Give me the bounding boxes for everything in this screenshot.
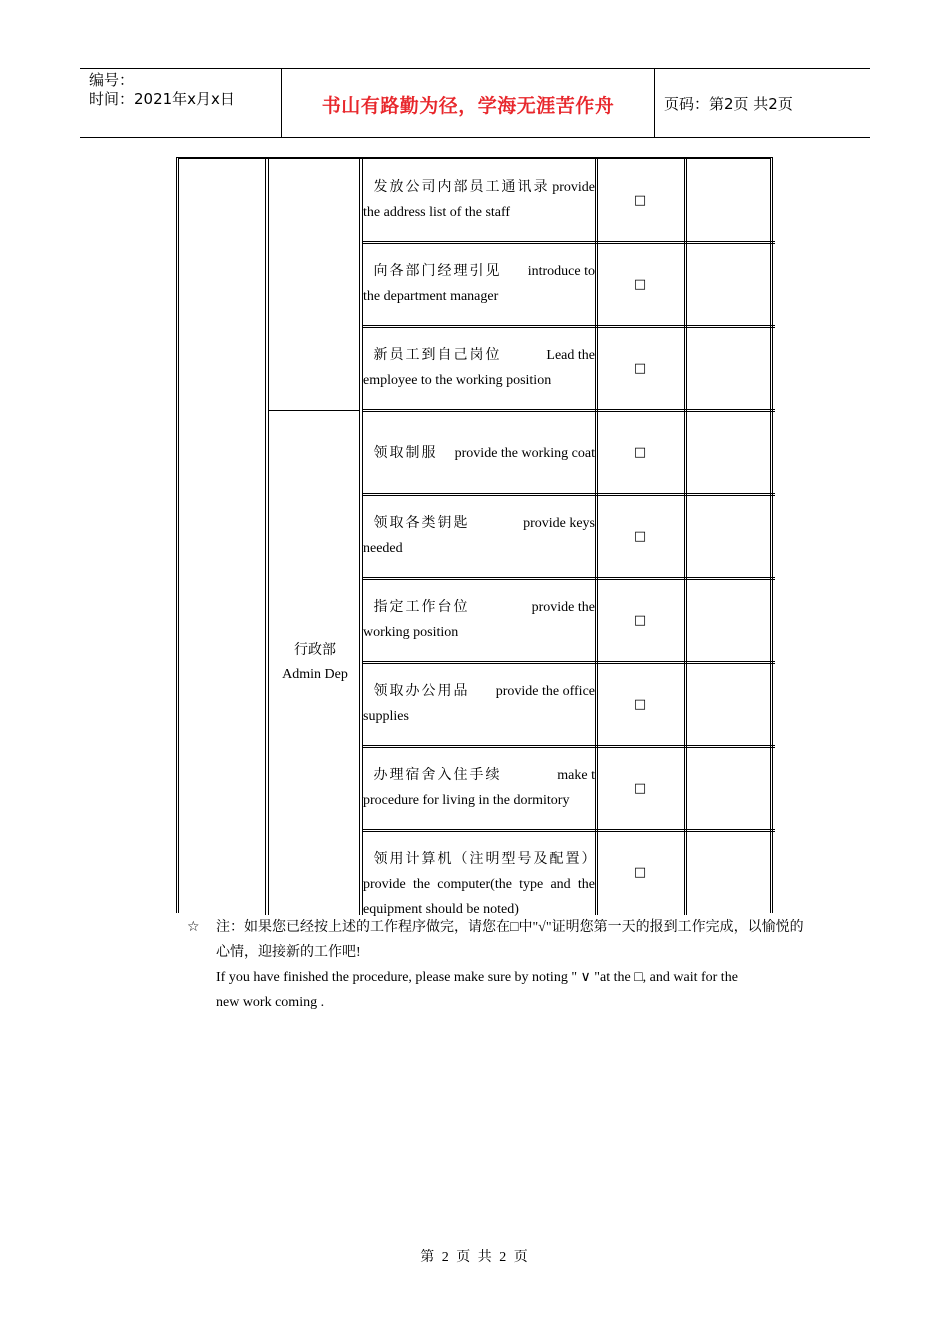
column-divider <box>359 159 360 915</box>
date-label: 时间：2021年x月x日 <box>89 90 235 108</box>
row-divider <box>362 243 775 244</box>
task-description <box>363 595 595 645</box>
task-description <box>363 441 595 466</box>
check-box[interactable]: □ <box>633 193 647 208</box>
column-divider <box>265 159 266 915</box>
check-box[interactable]: □ <box>633 361 647 376</box>
task-zh: 领取办公用品 <box>373 684 470 699</box>
row-divider <box>362 661 775 662</box>
task-en: provide the <box>531 600 595 615</box>
check-box[interactable]: □ <box>633 865 647 880</box>
task-description <box>363 763 595 813</box>
note-line-zh: 注：如果您已经按上述的工作程序做完，请您在□中"√"证明您第一天的报到工作完成，以愉悦的心情，迎接新的工作吧! <box>216 920 804 960</box>
task-description <box>363 679 595 729</box>
column-divider <box>686 159 687 915</box>
task-description <box>363 259 595 309</box>
task-zh: 领取各类钥匙 <box>373 516 470 531</box>
task-en-cont: employee to the working position <box>363 373 552 388</box>
page-header <box>80 68 870 138</box>
task-en: introduce to <box>527 264 595 279</box>
row-divider <box>362 745 775 746</box>
dept-label-zh: 行政部 <box>294 643 336 658</box>
row-divider <box>362 577 775 578</box>
row-divider <box>362 579 775 580</box>
task-zh: 指定工作台位 <box>373 600 470 615</box>
check-box[interactable]: □ <box>633 277 647 292</box>
serial-label: 编号： <box>89 71 135 89</box>
check-box[interactable]: □ <box>633 697 647 712</box>
row-divider <box>362 409 775 410</box>
task-description <box>363 343 595 393</box>
task-en-cont: the address list of the staff <box>363 205 511 220</box>
row-divider <box>362 831 775 832</box>
task-zh: 向各部门经理引见 <box>373 264 502 279</box>
header-meta <box>89 71 279 109</box>
row-divider <box>362 327 775 328</box>
note-section <box>185 915 810 1015</box>
check-box[interactable]: □ <box>633 613 647 628</box>
task-en: provide the working coat <box>454 446 595 461</box>
header-page-info: 页码：第2页 共2页 <box>664 95 793 113</box>
task-en-cont: supplies <box>363 709 409 724</box>
task-en-cont: provide the computer(the type and the equipment should be noted) <box>363 877 595 917</box>
row-divider <box>362 747 775 748</box>
header-motto: 书山有路勤为径，学海无涯苦作舟 <box>321 95 615 117</box>
task-en-cont: needed <box>363 541 403 556</box>
note-line-en: If you have finished the procedure, please make sure by noting " ∨ "at the □, and wait for the new work coming . <box>216 970 738 1010</box>
star-icon: ☆ <box>187 919 200 935</box>
column-divider <box>268 159 269 915</box>
task-en-cont: procedure for living in the dormitory <box>363 793 570 808</box>
row-divider <box>362 829 775 830</box>
check-box[interactable]: □ <box>633 445 647 460</box>
check-box[interactable]: □ <box>633 781 647 796</box>
row-divider <box>362 325 775 326</box>
task-en: provide keys <box>523 516 595 531</box>
task-zh: 办理宿舍入住手续 <box>373 768 502 783</box>
task-en: provide the office <box>495 684 595 699</box>
row-divider <box>362 241 775 242</box>
checklist-table <box>176 157 773 917</box>
task-zh: 发放公司内部员工通讯录 <box>373 180 550 195</box>
task-en: make t <box>557 768 595 783</box>
task-description <box>363 847 598 922</box>
task-en-cont: the department manager <box>363 289 499 304</box>
task-zh: 领取制服 <box>373 446 438 461</box>
row-divider <box>362 495 775 496</box>
task-description <box>363 511 595 561</box>
dept-divider <box>268 410 360 411</box>
task-zh: 领用计算机（注明型号及配置） <box>373 852 598 867</box>
task-description <box>363 175 595 225</box>
task-en: provide <box>552 180 595 195</box>
page-footer: 第 2 页 共 2 页 <box>420 1250 530 1265</box>
dept-label-en: Admin Dep <box>282 667 348 682</box>
row-divider <box>362 493 775 494</box>
task-en: Lead the <box>546 348 595 363</box>
row-divider <box>362 663 775 664</box>
task-zh: 新员工到自己岗位 <box>373 348 502 363</box>
dept-label <box>269 639 361 687</box>
task-en-cont: working position <box>363 625 459 640</box>
check-box[interactable]: □ <box>633 529 647 544</box>
header-divider <box>654 69 655 137</box>
row-divider <box>362 411 775 412</box>
